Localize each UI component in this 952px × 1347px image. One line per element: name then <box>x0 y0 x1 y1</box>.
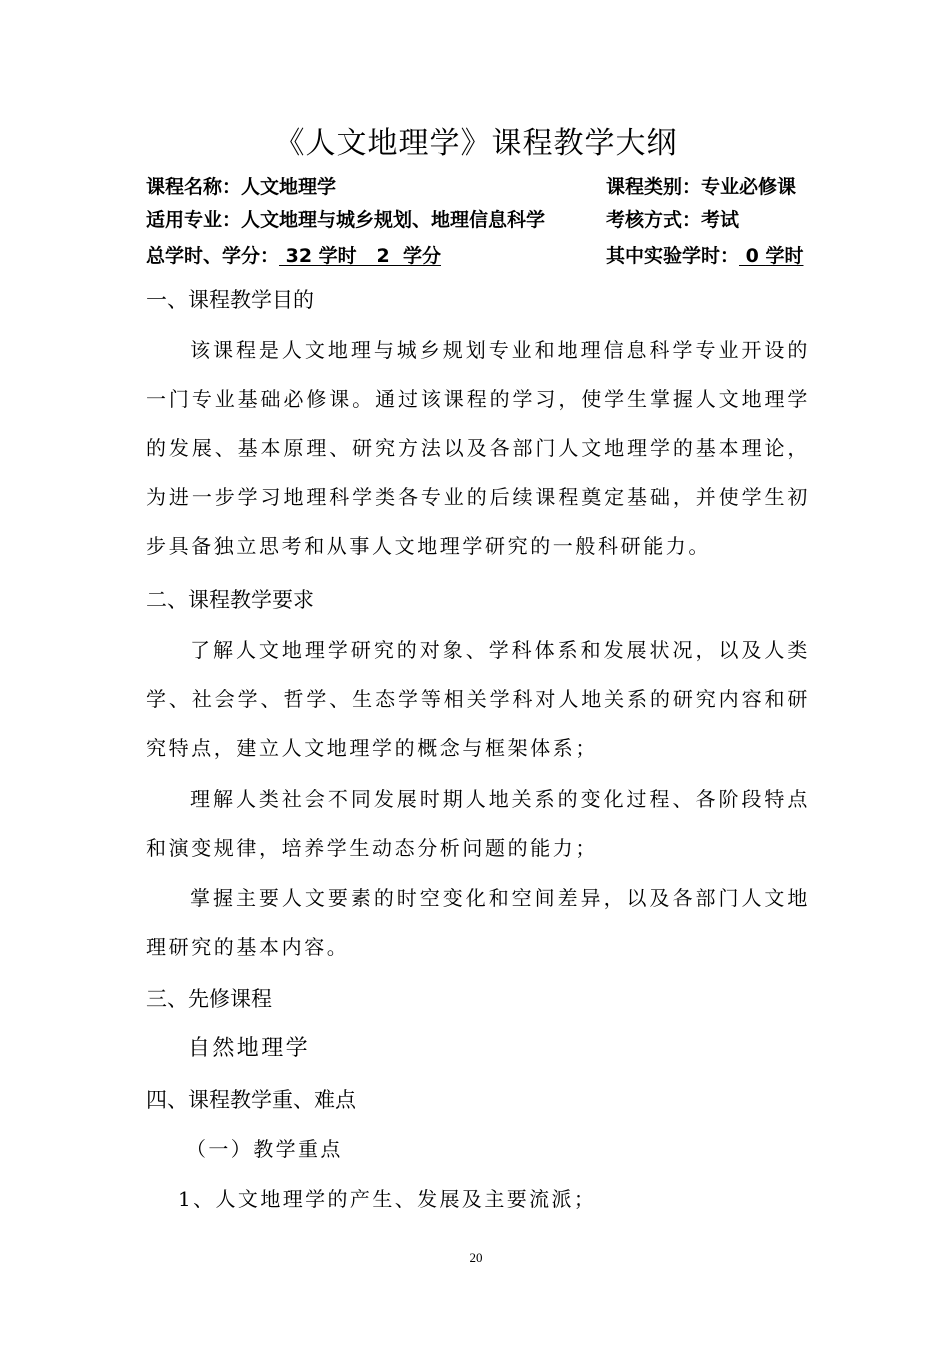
lab-hours-value: 0 <box>739 245 766 267</box>
lab-hours-row <box>606 245 803 267</box>
hours-label: 总学时、学分： <box>146 245 280 267</box>
section-2-paragraph-2: 理解人类社会不同发展时期人地关系的变化过程、各阶段特点和演变规律，培养学生动态分析问题的能力； <box>146 787 810 860</box>
section-3-heading: 三、先修课程 <box>146 987 272 1011</box>
section-2-heading: 二、课程教学要求 <box>146 588 314 612</box>
lab-hours-unit: 学时 <box>765 245 804 267</box>
major-label: 适用专业： <box>146 209 242 231</box>
section-2-paragraph-1: 了解人文地理学研究的对象、学科体系和发展状况，以及人类学、社会学、哲学、生态学等相关学科对人地关系的研究内容和研究特点，建立人文地理学的概念与框架体系； <box>146 638 810 760</box>
section-1-paragraph: 该课程是人文地理与城乡规划专业和地理信息科学专业开设的一门专业基础必修课。通过该课程的学习，使学生掌握人文地理学的发展、基本原理、研究方法以及各部门人文地理学的基本理论，为进一步学习地理科学类各专业的后续课程奠定基础，并使学生初步具备独立思考和从事人文地理学研究的一般科研能力。 <box>146 338 810 558</box>
course-name-label: 课程名称： <box>146 176 242 198</box>
major-row <box>146 209 545 231</box>
course-type-row <box>606 176 796 198</box>
section-4-subheading: （一）教学重点 <box>186 1137 343 1161</box>
course-name-row <box>146 176 336 198</box>
section-4-item-1: 1、人文地理学的产生、发展及主要流派； <box>178 1187 597 1211</box>
lab-hours-label: 其中实验学时： <box>606 245 740 267</box>
hours-value: 32 学时 2 学分 <box>279 245 441 267</box>
exam-value: 考试 <box>701 209 740 231</box>
exam-label: 考核方式： <box>606 209 702 231</box>
exam-row <box>606 209 739 231</box>
section-2-paragraph-3: 掌握主要人文要素的时空变化和空间差异，以及各部门人文地理研究的基本内容。 <box>146 886 810 959</box>
page-title: 《人文地理学》课程教学大纲 <box>274 126 678 161</box>
course-name-value: 人文地理学 <box>241 176 337 198</box>
course-type-value: 专业必修课 <box>701 176 797 198</box>
section-4-heading: 四、课程教学重、难点 <box>146 1088 356 1112</box>
hours-row <box>146 245 441 267</box>
major-value: 人文地理与城乡规划、地理信息科学 <box>241 209 546 231</box>
section-1-heading: 一、课程教学目的 <box>146 288 314 312</box>
prerequisite-course: 自然地理学 <box>188 1036 311 1061</box>
course-type-label: 课程类别： <box>606 176 702 198</box>
page-number: 20 <box>469 1250 483 1265</box>
